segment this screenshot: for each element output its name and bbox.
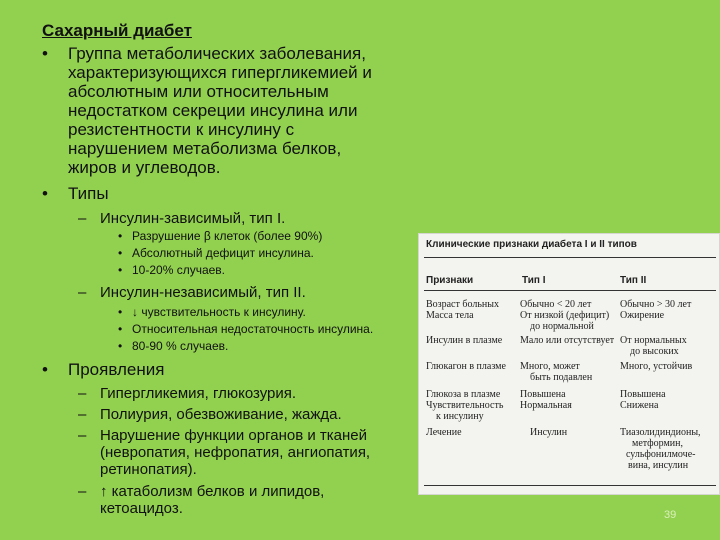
table-cell: метформин, [632, 438, 683, 449]
table-header: Тип II [620, 275, 647, 286]
manifest-item [78, 427, 420, 478]
table-rule [424, 290, 716, 291]
manifest-line: ↑ катаболизм белков и липидов, [100, 483, 325, 500]
manifest-line: Гипергликемия, глюкозурия. [100, 385, 297, 402]
manifest-line: Полиурия, обезвоживание, жажда. [100, 406, 342, 423]
table-title: Клинические признаки диабета I и II типов [426, 239, 637, 250]
table-cell: Лечение [426, 427, 462, 438]
table-cell: Снижена [620, 400, 659, 411]
dash-icon: – [78, 427, 87, 444]
type2-subitem [118, 339, 432, 353]
bullet-icon: • [118, 229, 123, 243]
definition-bullet [42, 44, 448, 177]
table-cell: Чувствительность [426, 400, 504, 411]
table-cell: до нормальной [530, 321, 594, 332]
bullet-icon: • [118, 246, 123, 260]
definition-line: резистентности к инсулину с [68, 120, 295, 139]
table-cell: Инсулин [530, 427, 568, 438]
type1-item [78, 210, 420, 227]
table-cell: Обычно > 30 лет [620, 299, 692, 310]
table-cell: Масса тела [426, 310, 474, 321]
table-cell: От низкой (дефицит) [520, 310, 610, 321]
table-cell: Глюкоза в плазме [426, 389, 501, 400]
type1-label: Инсулин-зависимый, тип I. [100, 210, 286, 227]
type1-subitem [118, 263, 432, 277]
table-cell: Нормальная [520, 400, 572, 411]
table-cell: сульфонилмоче- [626, 449, 696, 460]
clinical-signs-table [418, 233, 720, 495]
bullet-icon: • [118, 339, 123, 353]
manifest-item [78, 406, 420, 423]
table-cell: Мало или отсутствует [520, 335, 615, 346]
type2-subitem [118, 305, 432, 319]
table-cell: до высоких [630, 346, 679, 357]
table-cell: Тиазолидиндионы, [620, 427, 701, 438]
bullet-icon: • [118, 322, 123, 336]
type1-subitem [118, 246, 432, 260]
manifest-line: кетоацидоз. [100, 500, 183, 517]
table-cell: Возраст больных [426, 299, 499, 310]
types-label: Типы [68, 184, 109, 203]
table-cell: к инсулину [436, 411, 484, 422]
manifest-line: ретинопатия). [100, 461, 197, 478]
page-number: 39 [664, 509, 677, 521]
table-cell: Повышена [620, 389, 666, 400]
bullet-icon: • [42, 184, 48, 203]
table-cell: Много, может [520, 361, 580, 372]
dash-icon: – [78, 210, 87, 227]
dash-icon: – [78, 284, 87, 301]
definition-line: недостатком секреции инсулина или [68, 101, 358, 120]
table-header: Признаки [426, 275, 474, 286]
dash-icon: – [78, 385, 87, 402]
type2-subitem-text: 80-90 % случаев. [132, 339, 229, 353]
manifest-item [78, 483, 420, 517]
type2-subitem-text: Относительная недостаточность инсулина. [132, 322, 374, 336]
table-cell: От нормальных [620, 335, 687, 346]
manifest-label: Проявления [68, 360, 165, 379]
definition-line: Группа метаболических заболевания, [68, 44, 366, 63]
definition-line: нарушением метаболизма белков, [68, 139, 342, 158]
definition-line: абсолютным или относительным [68, 82, 329, 101]
manifest-line: (невропатия, нефропатия, ангиопатия, [100, 444, 371, 461]
definition-line: жиров и углеводов. [68, 158, 221, 177]
type2-label: Инсулин-независимый, тип II. [100, 284, 306, 301]
type1-subitem-text: Разрушение β клеток (более 90%) [132, 229, 323, 243]
type1-subitem-text: Абсолютный дефицит инсулина. [132, 246, 314, 260]
table-cell: вина, инсулин [628, 460, 689, 471]
table-cell: быть подавлен [530, 372, 593, 383]
table-cell: Много, устойчив [620, 361, 693, 372]
table-cell: Ожирение [620, 310, 665, 321]
dash-icon: – [78, 483, 87, 500]
table-cell: Повышена [520, 389, 566, 400]
bullet-icon: • [118, 263, 123, 277]
table-cell: Инсулин в плазме [426, 335, 503, 346]
table-rule [424, 257, 716, 258]
type1-subitem-text: 10-20% случаев. [132, 263, 226, 277]
manifest-item [78, 385, 420, 402]
manifest-bullet [42, 360, 448, 379]
table-cell: Обычно < 20 лет [520, 299, 592, 310]
type2-subitem [118, 322, 432, 336]
type2-subitem-text: ↓ чувствительность к инсулину. [132, 305, 306, 319]
table-cell: Глюкагон в плазме [426, 361, 506, 372]
slide-title: Сахарный диабет [42, 21, 192, 40]
bullet-icon: • [118, 305, 123, 319]
definition-line: характеризующихся гипергликемией и [68, 63, 372, 82]
types-bullet [42, 184, 448, 203]
table-header: Тип I [522, 275, 546, 286]
bullet-icon: • [42, 360, 48, 379]
type1-subitem [118, 229, 432, 243]
manifest-line: Нарушение функции органов и тканей [100, 427, 368, 444]
table-rule [424, 485, 716, 486]
bullet-icon: • [42, 44, 48, 63]
dash-icon: – [78, 406, 87, 423]
type2-item [78, 284, 420, 301]
